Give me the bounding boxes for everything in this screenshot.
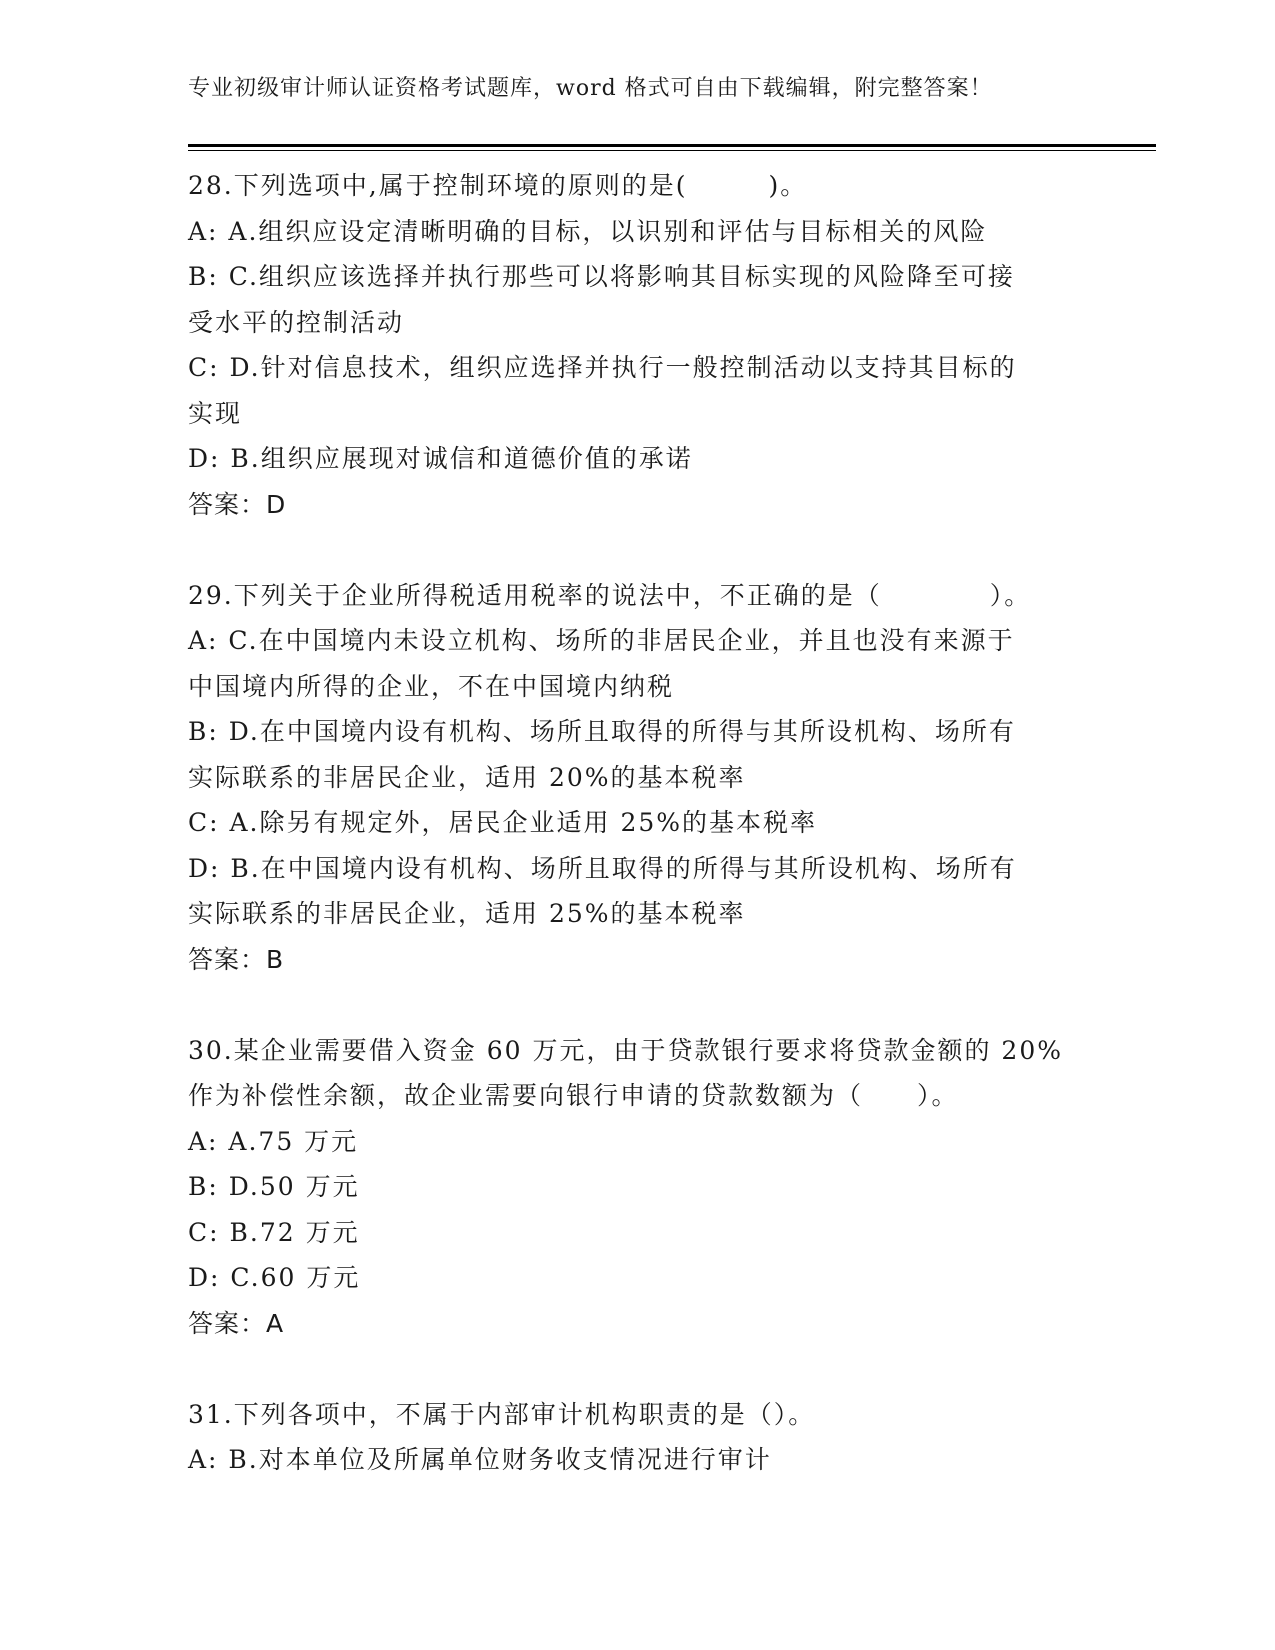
option-b-continued: 受水平的控制活动 [188, 307, 405, 337]
option-b: B: C.组织应该选择并执行那些可以将影响其目标实现的风险降至可接 [188, 262, 1015, 291]
option-a: A: A.75 万元 [188, 1126, 359, 1156]
option-d-continued: 实际联系的非居民企业，适用 25%的基本税率 [188, 899, 746, 928]
option-c: C: A.除另有规定外，居民企业适用 25%的基本税率 [188, 808, 818, 837]
question-30 [188, 1028, 1088, 1347]
question-stem: 31.下列各项中，不属于内部审计机构职责的是（）。 [188, 1399, 816, 1429]
question-spacer [188, 1346, 1088, 1392]
option-a: A: A.组织应设定清晰明确的目标，以识别和评估与目标相关的风险 [188, 216, 988, 246]
option-b-continued: 实际联系的非居民企业，适用 20%的基本税率 [188, 762, 746, 792]
option-c-continued: 实现 [188, 398, 243, 428]
header-rule-thin [188, 150, 1156, 151]
answer-line: 答案：B [188, 944, 285, 974]
option-c: C: D.针对信息技术，组织应选择并执行一般控制活动以支持其目标的 [188, 353, 1017, 382]
question-stem: 29.下列关于企业所得税适用税率的说法中，不正确的是（ ）。 [188, 580, 1032, 610]
question-stem: 30.某企业需要借入资金 60 万元，由于贷款银行要求将贷款金额的 20% [188, 1035, 1063, 1065]
option-c: C: B.72 万元 [188, 1217, 360, 1247]
question-stem-continued: 作为补偿性余额，故企业需要向银行申请的贷款数额为（ ）。 [188, 1081, 959, 1110]
question-spacer [188, 982, 1088, 1028]
question-spacer [188, 527, 1088, 573]
option-d: D: C.60 万元 [188, 1263, 361, 1292]
option-a: A: B.对本单位及所属单位财务收支情况进行审计 [188, 1445, 772, 1474]
question-stem: 28.下列选项中,属于控制环境的原则的是( )。 [188, 171, 808, 200]
option-d: D: B.组织应展现对诚信和道德价值的承诺 [188, 444, 693, 473]
option-d: D: B.在中国境内设有机构、场所且取得的所得与其所设机构、场所有 [188, 853, 1017, 883]
option-b: B: D.在中国境内设有机构、场所且取得的所得与其所设机构、场所有 [188, 717, 1016, 746]
question-31 [188, 1392, 1088, 1483]
option-a: A: C.在中国境内未设立机构、场所的非居民企业，并且也没有来源于 [188, 626, 1015, 655]
answer-line: 答案：D [188, 489, 287, 519]
question-28 [188, 163, 1088, 527]
answer-line: 答案：A [188, 1308, 285, 1338]
option-b: B: D.50 万元 [188, 1172, 360, 1201]
header-rule-thick [188, 144, 1156, 147]
question-29 [188, 573, 1088, 983]
page-header: 专业初级审计师认证资格考试题库，word 格式可自由下载编辑，附完整答案！ [188, 76, 993, 101]
question-list [188, 163, 1088, 1483]
option-a-continued: 中国境内所得的企业，不在中国境内纳税 [188, 671, 675, 701]
